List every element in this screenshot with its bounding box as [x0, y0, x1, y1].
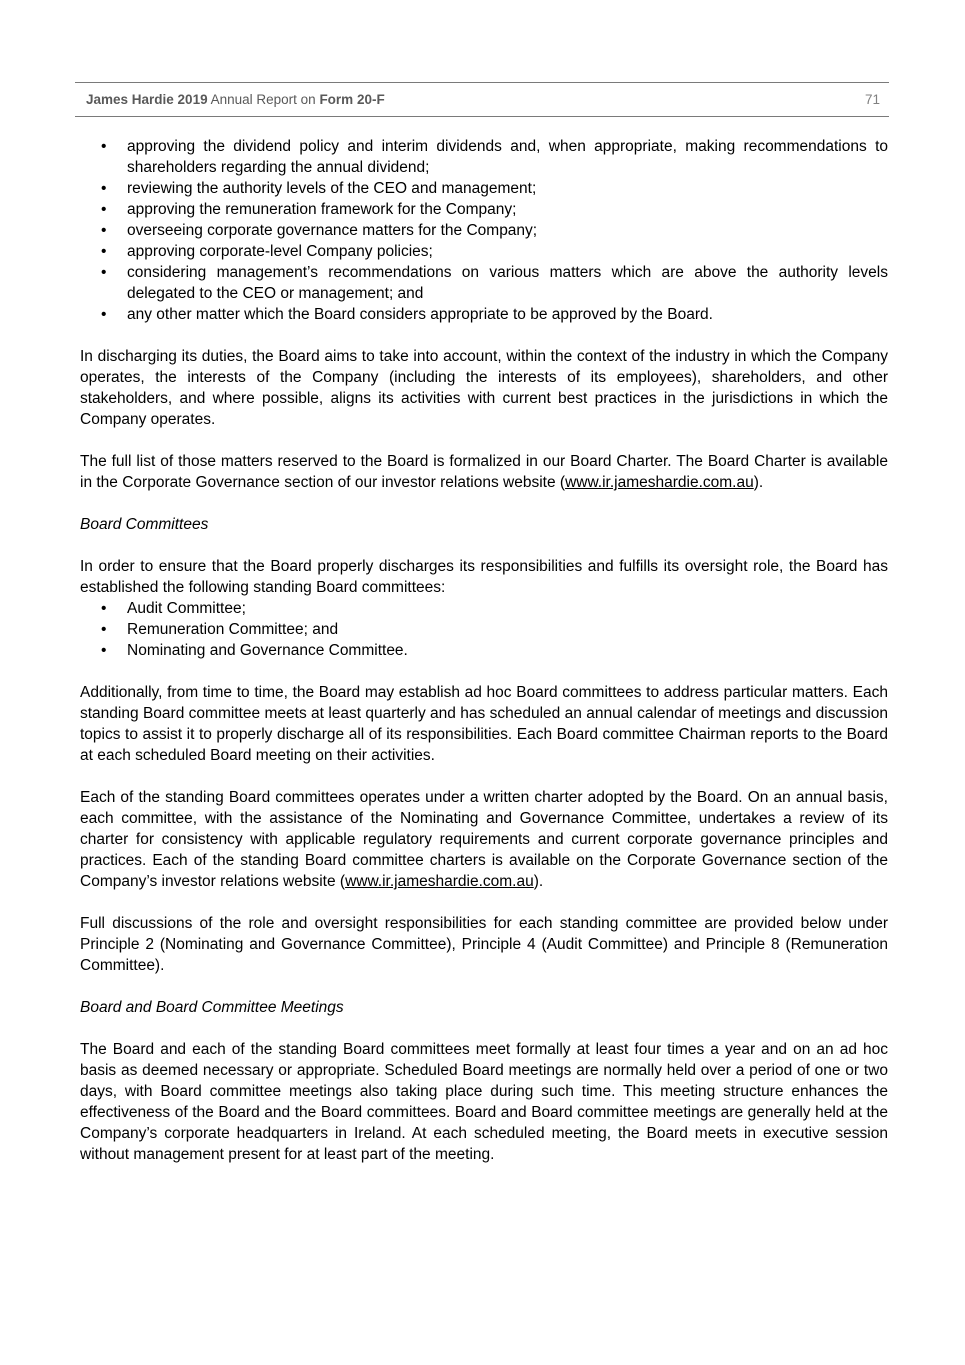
paragraph	[80, 451, 888, 493]
bullet-item	[80, 178, 888, 199]
paragraph-text: Additionally, from time to time, the Board may establish ad hoc Board committees to address particular matters. Each standing Board committee meets at least quarterly and has scheduled an annual calendar of meetings and discussion topics to assist it to properly discharge all of its responsibilities. Each Board committee Chairman reports to the Board at each scheduled Board meeting on their activities.	[80, 684, 888, 764]
bullet-list	[80, 136, 888, 325]
bullet-item	[80, 304, 888, 325]
paragraph-text: The full list of those matters reserved to the Board is formalized in our Board Charter. The Board Charter is available in the Corporate Governance section of our investor relations website (	[80, 453, 888, 491]
report-brand: James Hardie 2019	[86, 92, 208, 107]
header-rule-bottom	[75, 116, 889, 117]
bullet-icon: •	[101, 264, 107, 281]
bullet-item	[80, 241, 888, 262]
section-heading: Board Committees	[80, 516, 209, 533]
bullet-icon: •	[101, 600, 107, 617]
paragraph-text: In order to ensure that the Board properly discharges its responsibilities and fulfills its oversight role, the Board has established the following standing Board committees:	[80, 558, 888, 596]
bullet-item	[80, 220, 888, 241]
bullet-icon: •	[101, 138, 107, 155]
bullet-item	[80, 262, 888, 304]
page-header	[75, 82, 889, 117]
report-title	[86, 92, 385, 107]
report-title-middle: Annual Report on	[207, 92, 320, 107]
bullet-item	[80, 619, 888, 640]
header-row	[75, 83, 889, 116]
paragraph-text: ).	[533, 873, 544, 890]
bullet-icon: •	[101, 201, 107, 218]
section-heading: Board and Board Committee Meetings	[80, 999, 344, 1016]
bullet-text: Audit Committee;	[127, 600, 246, 617]
bullet-item	[80, 136, 888, 178]
paragraph	[80, 913, 888, 976]
bullet-text: Nominating and Governance Committee.	[127, 642, 408, 659]
paragraph-text: The Board and each of the standing Board committees meet formally at least four times a year and on an ad hoc basis as deemed necessary or appropriate. Scheduled Board meetings are normally held over a period of one or two days, with Board committee meetings also taking place during such time. This meeting structure enhances the effectiveness of the Board and the Board committees. Board and Board committee meetings are generally held at the Company’s corporate headquarters in Ireland. At each scheduled meeting, the Board meets in executive session without management present for at least part of the meeting.	[80, 1041, 888, 1163]
bullet-text: approving the remuneration framework for the Company;	[127, 201, 517, 218]
bullet-icon: •	[101, 243, 107, 260]
bullet-item	[80, 598, 888, 619]
paragraph-text: ).	[753, 474, 764, 491]
paragraph	[80, 787, 888, 892]
bullet-text: reviewing the authority levels of the CEO and management;	[127, 180, 537, 197]
investor-relations-link[interactable]: www.ir.jameshardie.com.au	[565, 474, 754, 491]
bullet-text: overseeing corporate governance matters for the Company;	[127, 222, 538, 239]
report-form-number: Form 20-F	[319, 92, 385, 107]
bullet-icon: •	[101, 642, 107, 659]
paragraph	[80, 682, 888, 766]
paragraph	[80, 556, 888, 598]
page-number: 71	[864, 92, 880, 107]
paragraph	[80, 1039, 888, 1165]
bullet-text: approving the dividend policy and interim dividends and, when appropriate, making recommendations to shareholders regarding the annual dividend;	[127, 138, 888, 176]
paragraph-text: Each of the standing Board committees operates under a written charter adopted by the Board. On an annual basis, each committee, with the assistance of the Nominating and Governance Committee, undertakes a review of its charter for consistency with applicable regulatory requirements and current corporate governance principles and practices. Each of the standing Board committee charters is available on the Corporate Governance section of the Company’s investor relations website (	[80, 789, 888, 890]
bullet-icon: •	[101, 180, 107, 197]
bullet-text: considering management’s recommendations on various matters which are above the authority levels delegated to the CEO or management; and	[127, 264, 888, 302]
bullet-text: approving corporate-level Company policies;	[127, 243, 433, 260]
bullet-list	[80, 598, 888, 661]
bullet-item	[80, 640, 888, 661]
bullet-icon: •	[101, 222, 107, 239]
bullet-text: any other matter which the Board considers appropriate to be approved by the Board.	[127, 306, 713, 323]
investor-relations-link[interactable]: www.ir.jameshardie.com.au	[345, 873, 534, 890]
paragraph-text: Full discussions of the role and oversight responsibilities for each standing committee are provided below under Principle 2 (Nominating and Governance Committee), Principle 4 (Audit Committee) and Principle 8 (Remuneration Committee).	[80, 915, 888, 974]
paragraph-text: In discharging its duties, the Board aims to take into account, within the context of the industry in which the Company operates, the interests of the Company (including the interests of its employees), shareholders, and other stakeholders, and where possible, aligns its activities with current best practices in the jurisdictions in which the Company operates.	[80, 348, 888, 428]
bullet-text: Remuneration Committee; and	[127, 621, 339, 638]
bullet-item	[80, 199, 888, 220]
document-body	[75, 136, 889, 1165]
bullet-icon: •	[101, 621, 107, 638]
bullet-icon: •	[101, 306, 107, 323]
paragraph	[80, 346, 888, 430]
